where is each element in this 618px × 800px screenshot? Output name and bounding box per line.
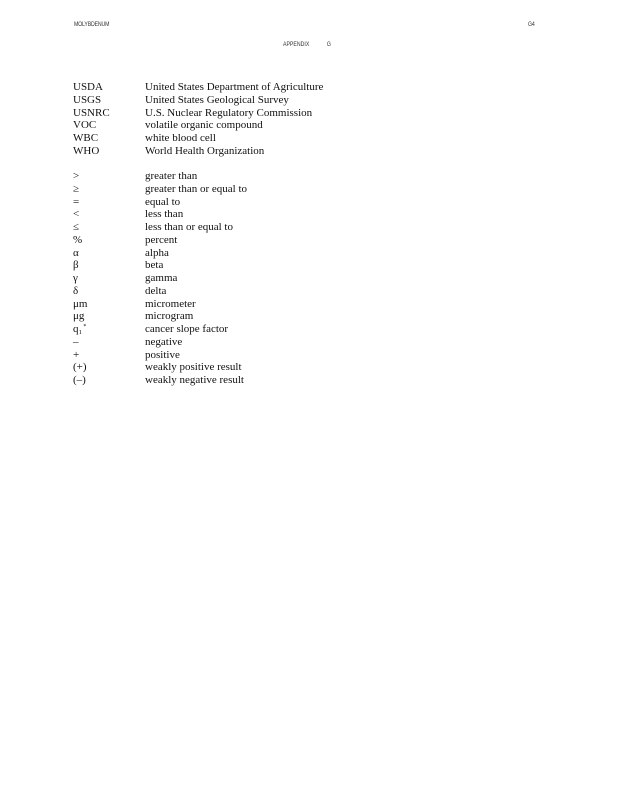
symbol-definition: greater than or equal to: [145, 182, 248, 195]
abbreviation-term: VOC: [73, 119, 97, 132]
abbreviation-definition: United States Department of Agriculture: [145, 81, 324, 93]
symbol-definition: greater than: [145, 170, 198, 182]
symbol-row: [73, 310, 533, 323]
symbol-definition: less than: [145, 208, 184, 221]
symbol-term-superscript: *: [83, 324, 87, 330]
symbol-definition: alpha: [145, 246, 169, 259]
symbol-definition: less than or equal to: [145, 221, 233, 233]
symbol-definition: percent: [145, 233, 178, 246]
symbol-term: β: [73, 259, 79, 272]
abbreviation-term: USDA: [73, 81, 103, 93]
running-head-title: MOLYBDENUM: [74, 21, 110, 28]
symbol-row: [73, 221, 533, 234]
abbreviation-definition: volatile organic compound: [145, 119, 263, 132]
symbol-term: γ: [73, 272, 78, 284]
abbreviation-definition: white blood cell: [145, 132, 216, 144]
appendix-letter: G: [326, 41, 331, 48]
symbol-definition: micrometer: [145, 297, 196, 310]
symbol-row: [73, 272, 533, 285]
symbol-row: [73, 336, 533, 349]
symbol-row: [73, 196, 533, 209]
symbol-definition: negative: [145, 335, 183, 348]
symbol-row: [73, 170, 533, 183]
symbol-definition: positive: [145, 348, 180, 361]
abbreviation-row: [73, 94, 533, 107]
symbol-row: [73, 208, 533, 221]
symbol-row: [73, 285, 533, 298]
symbol-term: δ: [73, 284, 79, 297]
symbol-term: ≤: [73, 221, 80, 233]
symbol-row: [73, 323, 533, 336]
symbol-definition: gamma: [145, 272, 178, 284]
abbreviation-row: [73, 132, 533, 145]
symbol-definition: beta: [145, 259, 164, 272]
symbol-row: [73, 259, 533, 272]
symbol-definition: delta: [145, 284, 167, 297]
symbol-term: μm: [73, 297, 88, 310]
symbol-row: [73, 183, 533, 196]
symbol-term: q₁: [73, 323, 83, 335]
abbreviation-term: WHO: [73, 144, 100, 157]
symbol-definition: weakly negative result: [145, 374, 244, 386]
symbol-term: <: [73, 208, 80, 221]
abbreviation-definition: United States Geological Survey: [145, 93, 289, 106]
symbol-row: [73, 361, 533, 374]
appendix-word: APPENDIX: [283, 41, 310, 48]
symbol-term: >: [73, 170, 80, 182]
symbol-definition: cancer slope factor: [145, 323, 229, 335]
symbol-definition: microgram: [145, 310, 194, 323]
appendix-label: [283, 41, 331, 48]
symbol-term: +: [73, 348, 80, 361]
abbreviation-row: [73, 145, 533, 158]
symbol-row: [73, 234, 533, 247]
abbreviation-definition: U.S. Nuclear Regulatory Commission: [145, 106, 313, 119]
symbol-term: %: [73, 233, 83, 246]
symbol-term: (+): [73, 361, 87, 374]
symbol-definition: weakly positive result: [145, 361, 242, 374]
symbol-term-group: [73, 323, 86, 336]
symbol-term: μg: [73, 310, 85, 323]
symbol-term: ≥: [73, 182, 80, 195]
abbreviation-row: [73, 81, 533, 94]
abbreviation-term: WBC: [73, 132, 99, 144]
symbol-term: α: [73, 246, 79, 259]
abbreviation-term: USGS: [73, 93, 102, 106]
symbol-definition: equal to: [145, 195, 181, 208]
symbol-row: [73, 349, 533, 362]
symbol-term: (–): [73, 374, 86, 386]
symbol-list: [73, 170, 533, 387]
abbreviation-row: [73, 119, 533, 132]
symbol-row: [73, 298, 533, 311]
abbreviation-term: USNRC: [73, 106, 110, 119]
abbreviation-list: [73, 81, 533, 158]
symbol-row: [73, 247, 533, 260]
page-number: G4: [528, 21, 535, 28]
symbol-term: =: [73, 195, 80, 208]
symbol-term: –: [73, 335, 79, 348]
symbol-row: [73, 374, 533, 387]
abbreviation-definition: World Health Organization: [145, 144, 265, 157]
abbreviation-row: [73, 107, 533, 120]
